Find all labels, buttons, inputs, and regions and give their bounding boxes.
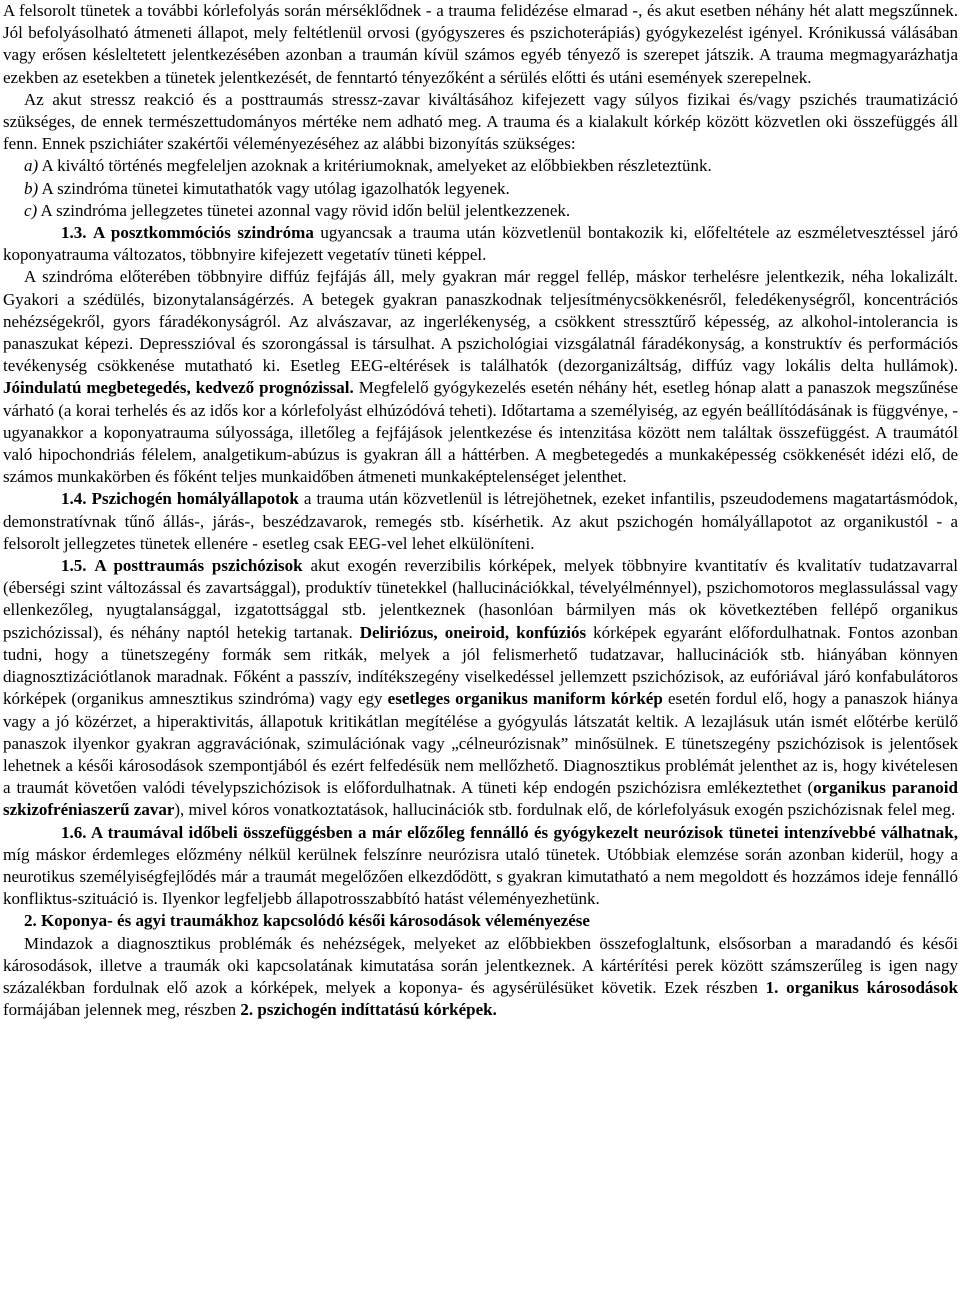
section-1-5-number: 1.5. xyxy=(61,556,87,576)
section-1-5 xyxy=(3,555,958,821)
section-1-5-bold-3: organikus paranoid szkizofréniaszerű zavar xyxy=(3,778,958,820)
final-bold-2: 2. pszichogén indíttatású kórképek. xyxy=(240,1000,497,1020)
paragraph-evaluation: Az akut stressz reakció és a posttraumás stressz-zavar kiváltásához kifejezett vagy súlyos fizikai és/vagy pszichés traumatizáció szükséges, de ennek természettudományos mértéke nem adható meg. A trauma és a kialakult kórkép között közvetlen oki összefüggés áll fenn. Ennek pszichiáter szakértői véleményezéséhez az alábbi bizonyítás szükséges: xyxy=(3,89,958,154)
list-marker-a: a) xyxy=(24,156,39,176)
section-1-5-title: A posttraumás pszichózisok xyxy=(94,556,303,576)
list-marker-b: b) xyxy=(24,178,39,198)
section-1-5-text-1: akut exogén reverzibilis kórképek, melyek többnyire kvantitatív és kvalitatív tudatzavarral (éberségi szint változással és zavartsággal), produktív tünetekkel (hallucinációkkal, tévelyélménnyel), pszichomotoros meglassulással vagy ellenkezőleg, nyugtalansággal, izgatottsággal stb. jelentkeznek (hasonlóan bármilyen más ok következtében fellépő organikus pszichózissal), és néhány naptól hetekig tartanak. xyxy=(3,556,959,642)
list-item-a xyxy=(3,155,958,177)
heading-2-text: 2. Koponya- és agyi traumákhoz kapcsolódó késői károsodások véleményezése xyxy=(24,911,590,931)
final-text-2: formájában jelennek meg, részben xyxy=(3,1000,237,1020)
list-item-c xyxy=(3,200,958,222)
section-1-5-bold-2: esetleges organikus maniform kórkép xyxy=(387,689,663,709)
list-text-b: A szindróma tünetei kimutathatók vagy utólag igazolhatók legyenek. xyxy=(41,178,510,198)
postcommotio-text-2: Megfelelő gyógykezelés esetén néhány hét, esetleg hónap alatt a panaszok megszűnése várható (a korai terhelés és az idős kor a kórlefolyást elhúzódóvá teheti). Időtartama a személyiség, az egyén beállítódásának is függvénye, - ugyanakkor a koponyatrauma súlyossága, illetőleg a fejfájások jelentkezése és intenzitása között nem találtak összefüggést. A traumától való hipochondriás félelem, analgetikum-abúzus is gyakran áll a háttérben. A megbetegedés a munkaképesség csökkenését idézi elő, de számos munkakörben és főként teljes munkaidőben átmeneti munkaképtelenséget jelenthet. xyxy=(3,378,959,487)
paragraph-intro: A felsorolt tünetek a további kórlefolyás során mérséklődnek - a trauma felidézése elmarad -, és akut esetben néhány hét alatt megszűnnek. Jól befolyásolható átmeneti állapot, mely feltétlenül orvosi (gyógyszeres és pszichoterápiás) gyógykezelést igényel. Krónikussá válásában vagy erősen késleltetett jelentkezésében azonban a traumán kívül számos egyéb tényező is szerepet játszik. A trauma megmagyarázhatja ezekben az esetekben a tünetek jelentkezését, de fenntartó tényezőként a sérülés előtti és utáni események szerepelnek. xyxy=(3,1,958,87)
section-1-6-text: míg máskor érdemleges előzmény nélkül kerülnek felszínre neurózisra utaló tünetek. Utóbbiak elemzése során azonban kiderül, hogy a neurotikus személyiségfejlődés már a traumát megelőzően elkezdődött, s gyakran kimutatható a nem megoldott és hozzámos ideje fennálló konfliktus-szituáció is. Ilyenkor legfeljebb állapotrosszabbító hatást véleményezhetünk. xyxy=(3,844,958,909)
list-text-c: A szindróma jellegzetes tünetei azonnal vagy rövid időn belül jelentkezzenek. xyxy=(40,200,571,220)
section-1-3-text: ugyancsak a trauma után közvetlenül bontakozik ki, előfeltétele az eszméletvesztéssel járó koponyatrauma változatos, többnyire kifejezett vegetatív tüneti képpel. xyxy=(3,223,959,265)
postcommotio-text-1: A szindróma előterében többnyire diffúz fejfájás áll, mely gyakran már reggel fellép, máskor terhelésre jelentkezik, néha lokalizált. Gyakori a szédülés, bizonytalanságérzés. A betegek gyakran panaszkodnak teljesítménycsökkenésről, feledékenységről, koncentrációs nehézségekről, gyors fáradékonyságról. Az alvászavar, az ingerlékenység, a csökkent stressztűrő képesség, az alkohol-intolerancia is panaszukat képezi. Depresszióval és szorongással is társulhat. A pszichológiai vizsgálatnál fáradékonyság, a konstruktív és performációs tevékenység csökkenése mutatható ki. Esetleg EEG-eltérések is találhatók (dezorganizáltság, diffúz vagy lokális delta hullámok). xyxy=(3,267,958,376)
section-1-3-title: A posztkommóciós szindróma xyxy=(93,223,314,243)
section-1-5-text-2: kórképek egyaránt előfordulhatnak. Fontos azonban tudni, hogy a tünetszegény formák sem ritkák, melyek a jól felismerhető tudatzavar, hallucinációk stb. hiányában könnyen diagnosztizációtlanok maradnak. Főként a passzív, indítékszegény viselkedéssel jellemzett pszichózisok, az eufóriával járó konfabulátoros kórképek (organikus amnesztikus szindróma) vagy egy xyxy=(3,622,958,709)
heading-2 xyxy=(3,910,958,932)
list-text-a: A kiváltó történés megfeleljen azoknak a kritériumoknak, amelyeket az előbbiekben részleteztünk. xyxy=(41,156,712,176)
section-1-3-number: 1.3. xyxy=(61,223,87,243)
section-1-5-bold-1: Deliriózus, oneiroid, konfúziós xyxy=(359,622,587,642)
section-1-6 xyxy=(3,822,958,911)
section-1-5-text-4: ), mivel kóros vonatkoztatások, hallucinációk stb. fordulnak elő, de kórlefolyásuk exogén pszichózisnak felel meg. xyxy=(174,800,956,820)
section-1-4 xyxy=(3,488,958,555)
paragraph-postcommotio xyxy=(3,266,958,488)
section-1-6-heading: 1.6. A traumával időbeli összefüggésben a már előzőleg fennálló és gyógykezelt neurózisok tünetei intenzívebbé válhatnak, xyxy=(61,822,958,842)
list-marker-c: c) xyxy=(24,200,38,220)
prognosis-bold: Jóindulatú megbetegedés, kedvező prognózissal. xyxy=(3,378,354,398)
section-1-3 xyxy=(3,222,958,266)
section-1-4-title: Pszichogén homályállapotok xyxy=(91,489,299,509)
final-bold-1: 1. organikus károsodások xyxy=(765,977,958,997)
final-text-1: Mindazok a diagnosztikus problémák és nehézségek, melyeket az előbbiekben összefoglaltunk, elsősorban a maradandó és késői károsodások, illetve a traumák oki kapcsolatának kimutatása során jelentkeznek. A kártérítési perek között számszerűleg is igen nagy százalékban fordulnak elő azok a kórképek, melyek a koponya- és agysérülésüket követik. Ezek részben xyxy=(3,933,958,997)
section-1-5-text-3: esetén fordul elő, hogy a panaszok hiánya vagy a jó közérzet, a hiperaktivitás, állapotuk kritikátlan megítélése a gyógyulás látszatát keltik. A lezajlásuk után ismét előtérbe kerülő panaszok ilyenkor gyakran aggravációnak, szimulációnak vagy „célneurózisnak” minősülnek. E tünetszegény pszichózisok is jelentősek lehetnek a késői károsodások szempontjából és ezért felfedésük nem mellőzhető. Diagnosztikus problémát jelenthet az is, hogy kivételesen a traumát követően valódi tévelypszichózisok is előfordulhatnak. A tüneti kép endogén pszichózisra emlékeztethet ( xyxy=(3,689,959,798)
paragraph-final xyxy=(3,933,958,1022)
section-1-4-number: 1.4. xyxy=(61,489,87,509)
list-item-b xyxy=(3,178,958,200)
section-1-4-text: a trauma után közvetlenül is létrejöhetnek, ezeket infantilis, pszeudodemens magatartásmódok, demonstratívnak tűnő állás-, járás-, beszédzavarok, remegés stb. kísérhetik. Az akut pszichogén homályállapotot az organikustól - a felsorolt jellegzetes tünetek ellenére - esetleg csak EEG-vel lehet elkülöníteni. xyxy=(3,489,958,553)
